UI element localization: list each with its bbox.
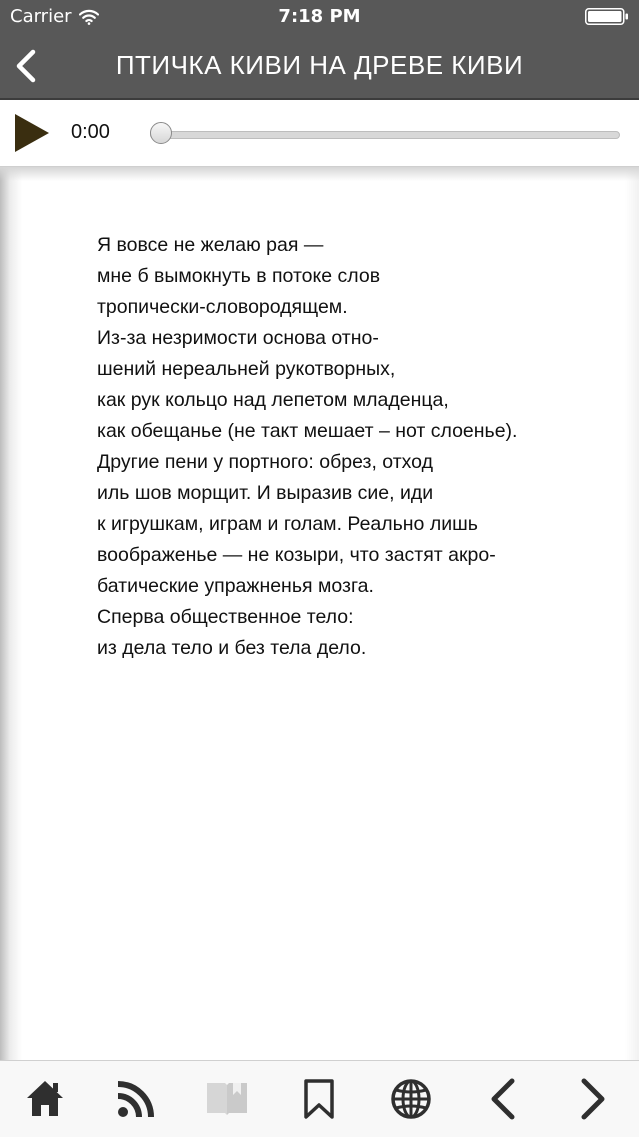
current-time: 0:00 [71, 121, 110, 143]
tab-home[interactable] [15, 1061, 75, 1137]
page-title: ПТИЧКА КИВИ НА ДРЕВЕ КИВИ [115, 50, 524, 80]
reading-area [0, 167, 639, 1060]
poem-line: воображенье — не козыри, что застят акро- [97, 544, 496, 566]
progress-slider[interactable] [150, 122, 620, 146]
chevron-left-icon [15, 49, 37, 83]
tab-rss[interactable] [106, 1061, 166, 1137]
chevron-left-icon [488, 1077, 518, 1121]
poem-line: шений нереальней рукотворных, [97, 358, 396, 380]
play-icon [14, 114, 50, 152]
back-button[interactable] [8, 46, 44, 86]
poem-line: мне б вымокнуть в потоке слов [97, 265, 381, 287]
bookmark-icon [301, 1078, 337, 1120]
poem-line: как рук кольцо над лепетом младенца, [97, 389, 449, 411]
poem-line: как обещанье (не такт мешает – нот слоенье). [97, 420, 518, 442]
tab-previous[interactable] [473, 1061, 533, 1137]
poem-line: иль шов морщит. И выразив сие, иди [97, 482, 434, 504]
poem-line: из дела тело и без тела дело. [97, 637, 367, 659]
poem-text [97, 230, 617, 664]
home-icon [25, 1079, 65, 1119]
rss-icon [116, 1079, 156, 1119]
play-button[interactable] [14, 114, 50, 152]
top-shadow [0, 167, 639, 181]
poem-line: батические упражненья мозга. [97, 575, 374, 597]
tab-book[interactable] [197, 1061, 257, 1137]
tab-bookmark[interactable] [289, 1061, 349, 1137]
poem-line: Сперва общественное тело: [97, 606, 354, 628]
poem-line: Из-за незримости основа отно- [97, 327, 379, 349]
poem-line: Другие пени у портного: обрез, отход [97, 451, 433, 473]
poem-line: к игрушкам, играм и голам. Реально лишь [97, 513, 478, 535]
tab-next[interactable] [563, 1061, 623, 1137]
status-time: 7:18 PM [278, 6, 361, 27]
slider-thumb[interactable] [150, 122, 172, 144]
book-icon [205, 1079, 249, 1119]
status-bar [0, 0, 639, 32]
battery-icon [585, 8, 629, 25]
slider-track [150, 131, 620, 139]
tab-bar [0, 1060, 639, 1137]
globe-icon [390, 1078, 432, 1120]
audio-player [0, 100, 639, 167]
tab-globe[interactable] [381, 1061, 441, 1137]
poem-line: Я вовсе не желаю рая — [97, 234, 324, 256]
chevron-right-icon [578, 1077, 608, 1121]
poem-line: тропически-словородящем. [97, 296, 348, 318]
navigation-bar [0, 32, 639, 100]
carrier-label: Carrier [10, 6, 72, 27]
